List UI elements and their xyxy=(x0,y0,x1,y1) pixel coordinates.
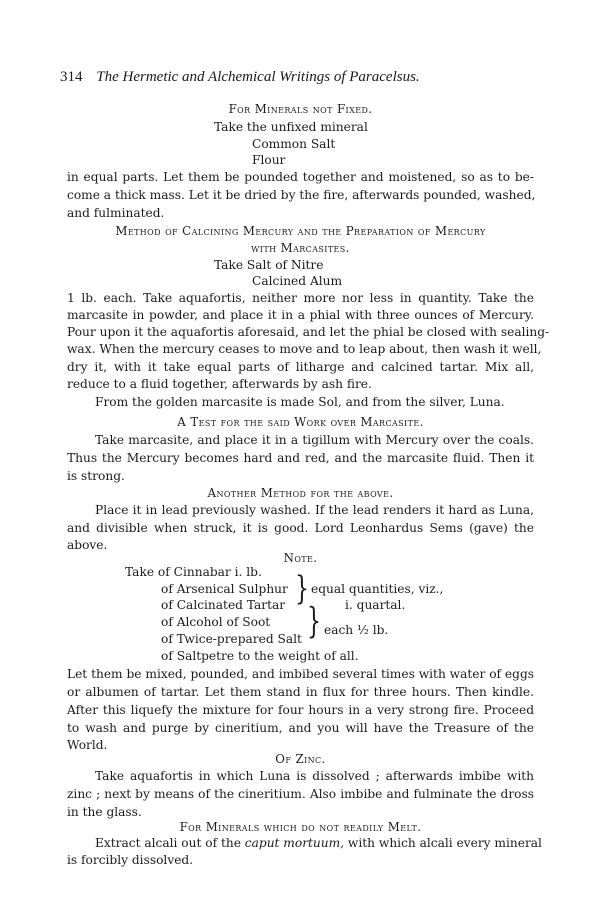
paragraph-line: From the golden marcasite is made Sol, and from the silver, Luna. xyxy=(95,395,505,409)
section-heading: Note. xyxy=(283,551,318,565)
page-number: 314 xyxy=(60,69,83,85)
paragraph-line: and divisible when struck, it is good. Lord Leonhardus Sems (gave) the xyxy=(67,521,534,535)
recipe-line: Take the unfixed mineral xyxy=(214,120,368,134)
paragraph-line: and fulminated. xyxy=(67,206,165,220)
paragraph-line: After this liquefy the mixture for four hours in a very strong fire. Proceed xyxy=(67,703,534,717)
ingredient-line: of Calcinated Tartar xyxy=(161,598,286,612)
paragraph-line xyxy=(95,835,542,852)
ingredient-line: of Alcohol of Soot xyxy=(161,615,271,629)
paragraph-line: above. xyxy=(67,538,108,552)
paragraph-line: reduce to a fluid together, afterwards by ash fire. xyxy=(67,377,372,391)
section-heading: For Minerals not Fixed. xyxy=(228,102,373,116)
running-title: The Hermetic and Alchemical Writings of Paracelsus. xyxy=(96,69,420,85)
paragraph-line: zinc ; next by means of the cineritium. Also imbibe and fulminate the dross xyxy=(67,787,534,801)
recipe-line: Common Salt xyxy=(252,137,336,151)
section-heading: Of Zinc. xyxy=(275,752,326,766)
paragraph-line: Take aquafortis in which Luna is dissolved ; afterwards imbibe with xyxy=(95,769,534,783)
paragraph-line: dry it, with it take equal parts of litharge and calcined tartar. Mix all, xyxy=(67,360,534,374)
bracket-note: equal quantities, viz., xyxy=(311,582,444,596)
ingredient-line: of Saltpetre to the weight of all. xyxy=(161,649,359,663)
paragraph-line: to wash and purge by cineritium, and you will have the Treasure of the xyxy=(67,721,534,735)
text-run: with which alcali every mineral xyxy=(344,836,542,850)
section-heading: Another Method for the above. xyxy=(207,486,394,500)
bracket-note: each ½ lb. xyxy=(324,623,389,637)
paragraph-line: Pour upon it the aquafortis aforesaid, and let the phial be closed with sealing- xyxy=(67,325,550,339)
paragraph-line: World. xyxy=(67,738,108,752)
paragraph-line: come a thick mass. Let it be dried by the fire, afterwards pounded, washed, xyxy=(67,188,536,202)
text-run: Extract alcali out of the xyxy=(95,836,245,850)
bracket-note: i. quartal. xyxy=(345,598,406,612)
paragraph-line: is strong. xyxy=(67,469,125,483)
paragraph-line: or albumen of tartar. Let them stand in flux for three hours. Then kindle. xyxy=(67,685,534,699)
recipe-line: Calcined Alum xyxy=(252,274,343,288)
section-heading-cont: with Marcasites. xyxy=(251,241,350,255)
section-heading: For Minerals which do not readily Melt. xyxy=(179,820,422,834)
paragraph-line: Take marcasite, and place it in a tigillum with Mercury over the coals. xyxy=(95,433,534,447)
paragraph-line: Thus the Mercury becomes hard and red, and the marcasite fluid. Then it xyxy=(67,451,534,465)
paragraph-line: Place it in lead previously washed. If the lead renders it hard as Luna, xyxy=(95,503,534,517)
paragraph-line: 1 lb. each. Take aquafortis, neither more nor less in quantity. Take the xyxy=(67,291,534,305)
running-header xyxy=(60,69,420,86)
paragraph-line: in equal parts. Let them be pounded together and moistened, so as to be- xyxy=(67,170,534,184)
section-heading: Method of Calcining Mercury and the Preparation of Mercury xyxy=(115,224,486,238)
ingredient-line: of Twice-prepared Salt xyxy=(161,632,302,646)
right-brace-glyph: } xyxy=(295,570,309,608)
ingredient-line: of Arsenical Sulphur xyxy=(161,582,288,596)
italic-term: caput mortuum, xyxy=(244,836,345,850)
section-heading: A Test for the said Work over Marcasite. xyxy=(177,415,424,429)
recipe-line: Flour xyxy=(252,153,286,167)
paragraph-line: is forcibly dissolved. xyxy=(67,853,194,867)
paragraph-line: marcasite in powder, and place it in a phial with three ounces of Mercury. xyxy=(67,308,534,322)
right-brace-glyph: } xyxy=(307,602,321,643)
paragraph-line: Let them be mixed, pounded, and imbibed several times with water of eggs xyxy=(67,667,534,681)
recipe-line: Take Salt of Nitre xyxy=(214,258,324,272)
ingredient-line: Take of Cinnabar i. lb. xyxy=(125,565,262,579)
paragraph-line: in the glass. xyxy=(67,805,142,819)
paragraph-line: wax. When the mercury ceases to move and to leap about, then wash it well, xyxy=(67,342,542,356)
